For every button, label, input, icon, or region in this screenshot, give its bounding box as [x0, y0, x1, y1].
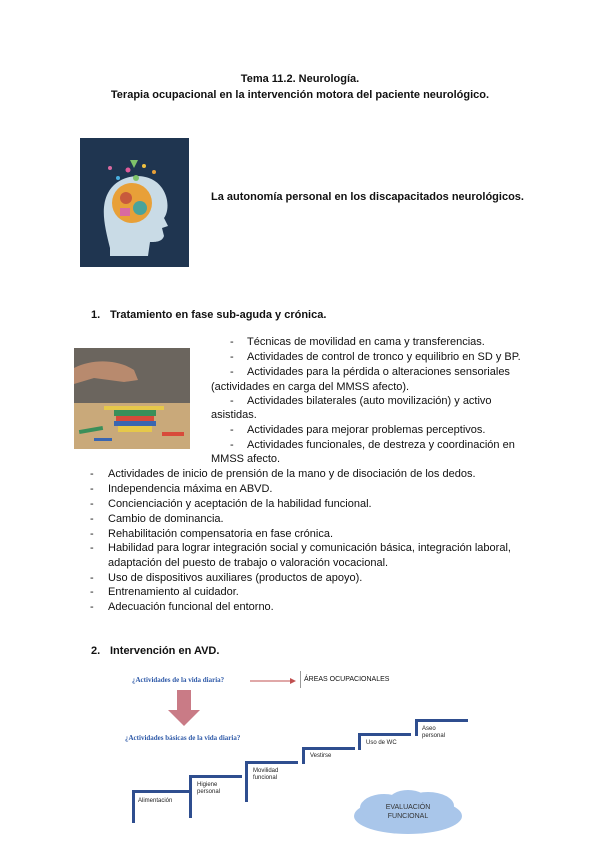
- list-item-continuation: (actividades en carga del MMSS afecto).: [211, 381, 410, 393]
- list-item: - Adecuación funcional del entorno.: [90, 601, 274, 613]
- list-item: - Actividades funcionales, de destreza y coordinación en: [230, 439, 515, 451]
- doc-title-line1: Tema 11.2. Neurología.: [240, 73, 360, 85]
- list-item: - Rehabilitación compensatoria en fase crónica.: [90, 528, 334, 540]
- list-item-continuation: asistidas.: [211, 409, 257, 421]
- list-item: - Independencia máxima en ABVD.: [90, 483, 273, 495]
- list-item: - Uso de dispositivos auxiliares (productos de apoyo).: [90, 572, 363, 584]
- hand-blocks-photo: [74, 348, 190, 449]
- areas-ocupacionales-label: ÁREAS OCUPACIONALES: [300, 671, 400, 688]
- step-label: Movilidad funcional: [253, 768, 279, 781]
- list-item: - Entrenamiento al cuidador.: [90, 586, 239, 598]
- list-item: - Cambio de dominancia.: [90, 513, 224, 525]
- evaluacion-funcional-label: EVALUACIÓN FUNCIONAL: [385, 804, 431, 820]
- arrow-right-icon: [250, 676, 296, 686]
- list-item: - Actividades de control de tronco y equilibrio en SD y BP.: [230, 351, 521, 363]
- list-item-continuation: adaptación del puesto de trabajo o valoración vocacional.: [108, 557, 389, 569]
- section2-number: 2.: [91, 645, 101, 657]
- step-label: Aseo personal: [422, 726, 446, 739]
- section2-title: Intervención en AVD.: [110, 645, 220, 657]
- question-abvd: ¿Actividades básicas de la vida diaria?: [125, 734, 241, 742]
- list-item: - Actividades de inicio de prensión de la mano y de disociación de los dedos.: [90, 468, 476, 480]
- list-item: - Actividades para mejorar problemas perceptivos.: [230, 424, 486, 436]
- step-label: Higiene personal: [197, 782, 221, 795]
- step-label: Alimentación: [138, 798, 173, 804]
- arrow-down-icon: [168, 690, 200, 726]
- list-item: - Habilidad para lograr integración social y comunicación básica, integración laboral,: [90, 542, 511, 554]
- step-label: Uso de WC: [366, 740, 397, 746]
- list-item-continuation: MMSS afecto.: [211, 453, 281, 465]
- intro-heading: La autonomía personal en los discapacitados neurológicos.: [211, 191, 524, 203]
- list-item: - Concienciación y aceptación de la habilidad funcional.: [90, 498, 372, 510]
- section1-number: 1.: [91, 309, 101, 321]
- step-alimentacion: [132, 790, 189, 823]
- section1-title: Tratamiento en fase sub-aguda y crónica.: [110, 309, 327, 321]
- head-brain-illustration: [80, 138, 189, 267]
- doc-title-line2: Terapia ocupacional en la intervención motora del paciente neurológico.: [110, 89, 490, 101]
- step-label: Vestirse: [310, 753, 332, 759]
- list-item: - Actividades bilaterales (auto movilización) y activo: [230, 395, 492, 407]
- list-item: - Técnicas de movilidad en cama y transferencias.: [230, 336, 485, 348]
- question-avd: ¿Actividades de la vida diaria?: [132, 676, 225, 684]
- list-item: - Actividades para la pérdida o alteraciones sensoriales: [230, 366, 510, 378]
